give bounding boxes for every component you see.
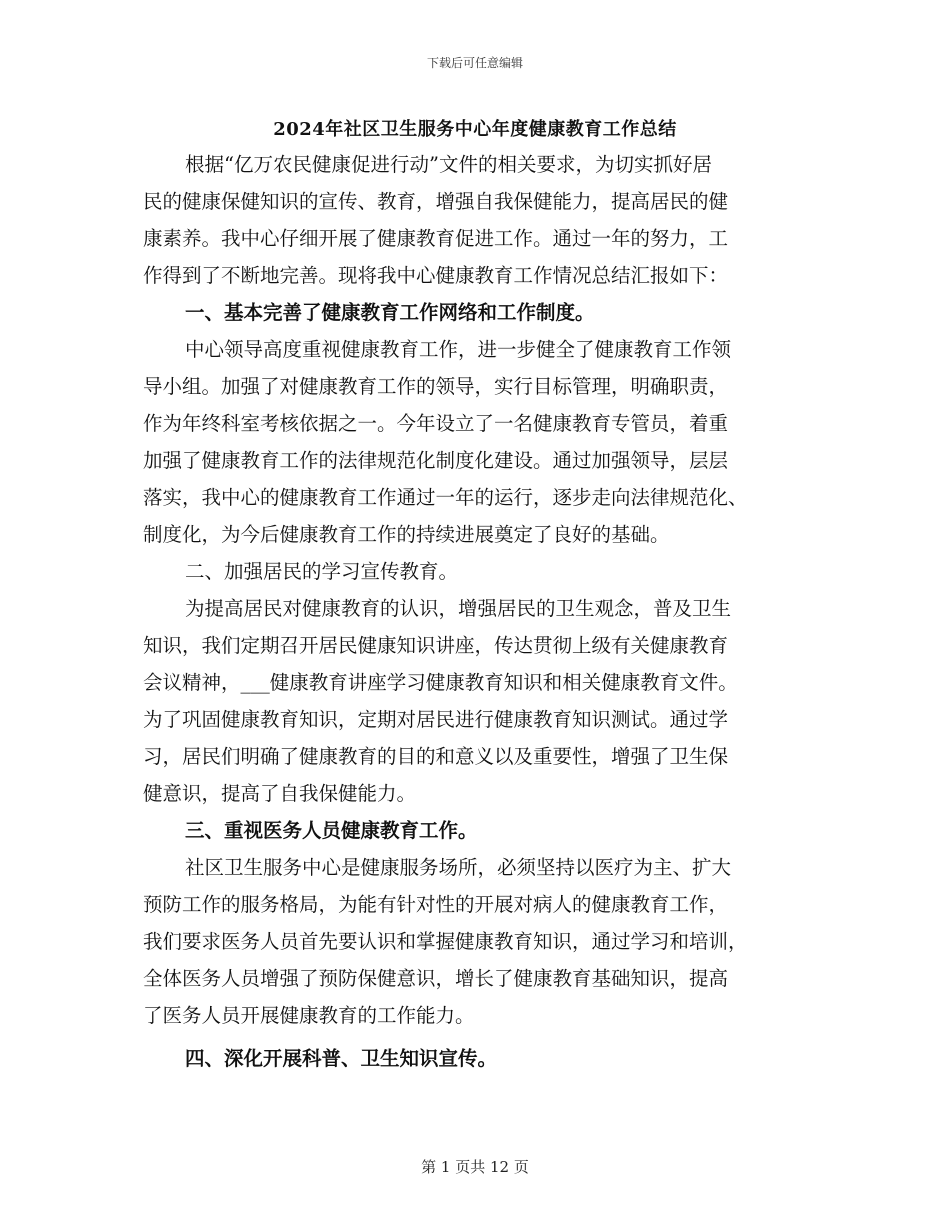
section-heading-4: 四、深化开展科普、卫生知识宣传。	[185, 1047, 498, 1070]
body-line: 了医务人员开展健康教育的工作能力。	[143, 1004, 475, 1027]
body-line: 根据“亿万农民健康促进行动”文件的相关要求，为切实抓好居	[185, 153, 712, 176]
body-line: 康素养。我中心仔细开展了健康教育促进工作。通过一年的努力，工	[143, 227, 729, 250]
body-line: 会议精神，___健康教育讲座学习健康教育知识和相关健康教育文件。	[143, 671, 738, 694]
header-note: 下载后可任意编辑	[426, 56, 523, 70]
body-line: 民的健康保健知识的宣传、教育，增强自我保健能力，提高居民的健	[143, 190, 729, 213]
body-line: 作为年终科室考核依据之一。今年设立了一名健康教育专管员，着重	[143, 412, 729, 435]
document-title: 2024年社区卫生服务中心年度健康教育工作总结	[273, 119, 677, 140]
body-line: 健意识，提高了自我保健能力。	[143, 782, 417, 805]
body-line: 我们要求医务人员首先要认识和掌握健康教育知识，通过学习和培训，	[143, 930, 748, 953]
body-line: 社区卫生服务中心是健康服务场所，必须坚持以医疗为主、扩大	[185, 856, 732, 879]
body-line: 中心领导高度重视健康教育工作，进一步健全了健康教育工作领	[185, 338, 732, 361]
body-line: 全体医务人员增强了预防保健意识，增长了健康教育基础知识，提高	[143, 967, 729, 990]
body-line: 加强了健康教育工作的法律规范化制度化建设。通过加强领导，层层	[143, 449, 729, 472]
body-line: 知识，我们定期召开居民健康知识讲座，传达贯彻上级有关健康教育	[143, 634, 729, 657]
document-body	[143, 146, 803, 1077]
body-line: 制度化，为今后健康教育工作的持续进展奠定了良好的基础。	[143, 523, 670, 546]
section-heading-2: 二、加强居民的学习宣传教育。	[185, 560, 459, 583]
body-line: 预防工作的服务格局，为能有针对性的开展对病人的健康教育工作，	[143, 893, 729, 916]
body-line: 为了巩固健康教育知识，定期对居民进行健康教育知识测试。通过学	[143, 708, 729, 731]
section-heading-1: 一、基本完善了健康教育工作网络和工作制度。	[185, 301, 595, 324]
page-footer: 第 1 页共 12 页	[421, 1158, 529, 1176]
body-line: 为提高居民对健康教育的认识，增强居民的卫生观念，普及卫生	[185, 597, 732, 620]
body-line: 落实，我中心的健康教育工作通过一年的运行，逐步走向法律规范化、	[143, 486, 748, 509]
body-line: 作得到了不断地完善。现将我中心健康教育工作情况总结汇报如下：	[143, 264, 729, 287]
body-line: 导小组。加强了对健康教育工作的领导，实行目标管理，明确职责，	[143, 375, 729, 398]
section-heading-3: 三、重视医务人员健康教育工作。	[185, 819, 478, 842]
body-line: 习，居民们明确了健康教育的目的和意义以及重要性，增强了卫生保	[143, 745, 729, 768]
